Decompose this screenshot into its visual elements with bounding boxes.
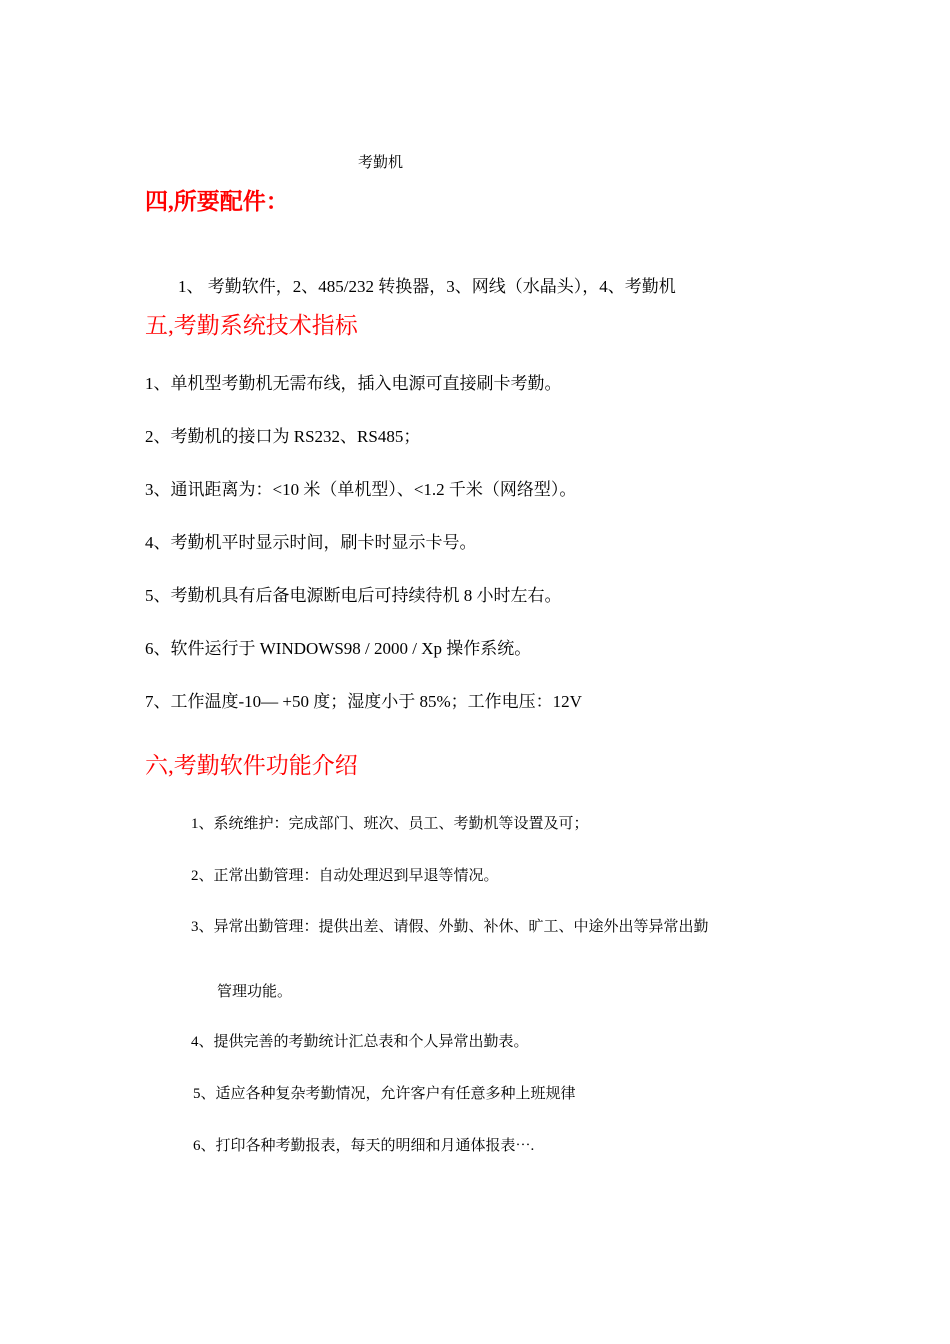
feature-item-3: 3、异常出勤管理：提供出差、请假、外勤、补休、旷工、中途外出等异常出勤 [191, 919, 709, 935]
feature-item-5: 5、适应各种复杂考勤情况，允许客户有任意多种上班规律 [193, 1086, 576, 1102]
spec-item-4: 4、考勤机平时显示时间，刷卡时显示卡号。 [145, 533, 477, 552]
feature-item-4: 4、提供完善的考勤统计汇总表和个人异常出勤表。 [191, 1034, 529, 1050]
image-caption: 考勤机 [358, 155, 404, 171]
section-4-heading: 四,所要配件： [145, 189, 289, 214]
spec-item-1: 1、单机型考勤机无需布线，插入电源可直接刷卡考勤。 [145, 374, 562, 393]
feature-item-1: 1、系统维护：完成部门、班次、员工、考勤机等设置及可； [191, 816, 589, 832]
feature-item-6: 6、打印各种考勤报表，每天的明细和月通体报表⋯. [193, 1138, 535, 1154]
spec-item-2: 2、考勤机的接口为 RS232、RS485； [145, 427, 421, 446]
section-5-heading: 五,考勤系统技术指标 [145, 313, 358, 338]
spec-item-6: 6、软件运行于 WINDOWS98 / 2000 / Xp 操作系统。 [145, 639, 532, 658]
spec-item-5: 5、考勤机具有后备电源断电后可持续待机 8 小时左右。 [145, 586, 562, 605]
spec-item-3: 3、通讯距离为：<10 米（单机型）、<1.2 千米（网络型）。 [145, 480, 577, 499]
feature-item-2: 2、正常出勤管理：自动处理迟到早退等情况。 [191, 868, 499, 884]
section-4-text: 1、 考勤软件，2、485/232 转换器，3、网线（水晶头），4、考勤机 [178, 277, 676, 296]
spec-item-7: 7、工作温度-10— +50 度；湿度小于 85%；工作电压：12V [145, 692, 582, 711]
feature-item-3-continued: 管理功能。 [217, 984, 293, 1000]
section-6-heading: 六,考勤软件功能介绍 [145, 753, 358, 778]
